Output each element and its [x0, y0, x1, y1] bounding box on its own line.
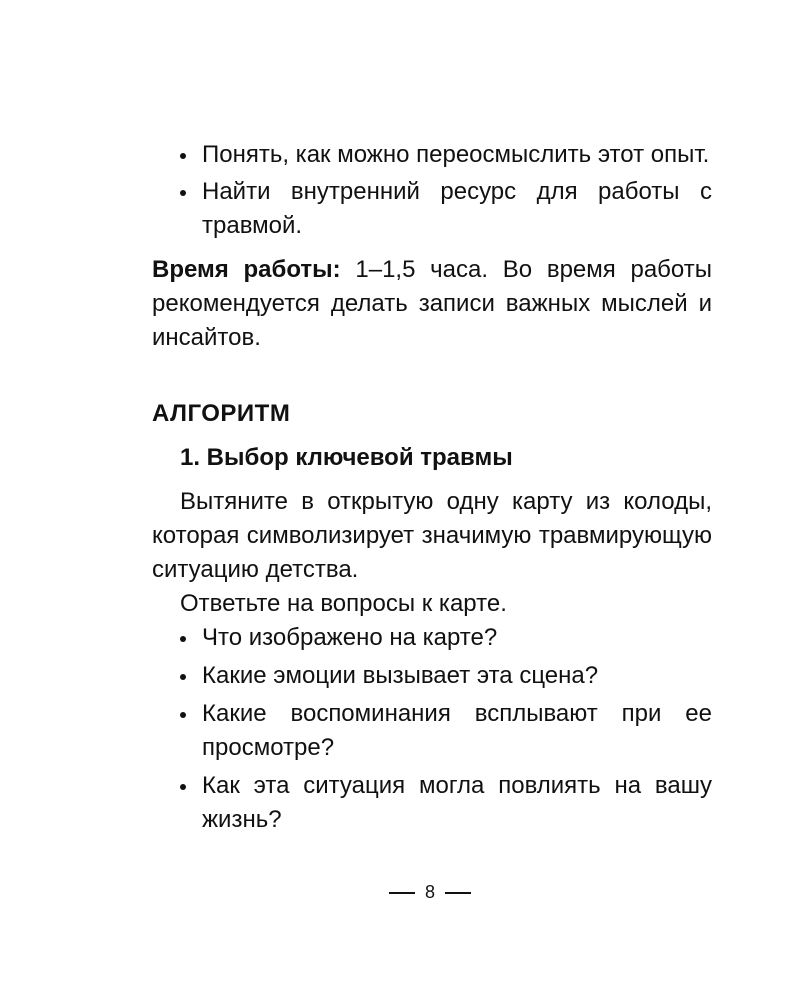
page-body — [152, 138, 712, 841]
list-item-text: Как эта ситуация могла повлиять на вашу жизнь? — [202, 772, 712, 833]
dash-decoration — [445, 892, 471, 894]
dash-decoration — [389, 892, 415, 894]
list-item — [152, 621, 712, 655]
list-item — [152, 769, 712, 837]
bullet-icon — [180, 153, 186, 159]
list-item — [152, 175, 712, 243]
list-item — [152, 659, 712, 693]
bullet-icon — [180, 190, 186, 196]
questions-prompt: Ответьте на вопросы к карте. — [180, 590, 507, 617]
page-number-footer — [30, 882, 800, 903]
list-item-text: Найти внутренний ресурс для работы с травмой. — [202, 178, 712, 239]
list-item-text: Что изображено на карте? — [202, 624, 498, 651]
work-time-label: Время работы: — [152, 256, 341, 283]
questions-list — [152, 621, 712, 837]
bullet-icon — [180, 674, 186, 680]
page-number: 8 — [424, 882, 435, 902]
step-title: 1. Выбор ключевой травмы — [180, 444, 513, 471]
bullet-icon — [180, 712, 186, 718]
goals-list — [152, 138, 712, 243]
bullet-icon — [180, 784, 186, 790]
algorithm-heading: АЛГОРИТМ — [152, 400, 291, 427]
list-item-text: Какие эмоции вызывает эта сцена? — [202, 662, 599, 689]
list-item — [152, 697, 712, 765]
bullet-icon — [180, 636, 186, 642]
step-paragraph: Вытяните в открытую одну карту из колоды, которая символизирует значимую травмирующую ситуацию детства. — [152, 488, 712, 583]
list-item-text: Понять, как можно переосмыслить этот опыт. — [202, 141, 710, 168]
work-time-paragraph — [152, 253, 712, 355]
list-item — [152, 138, 712, 172]
list-item-text: Какие воспоминания всплывают при ее просмотре? — [202, 700, 712, 761]
work-time-text: 1–1,5 часа. Во время работы рекомендуется делать записи важных мыслей и инсайтов. — [152, 256, 712, 351]
